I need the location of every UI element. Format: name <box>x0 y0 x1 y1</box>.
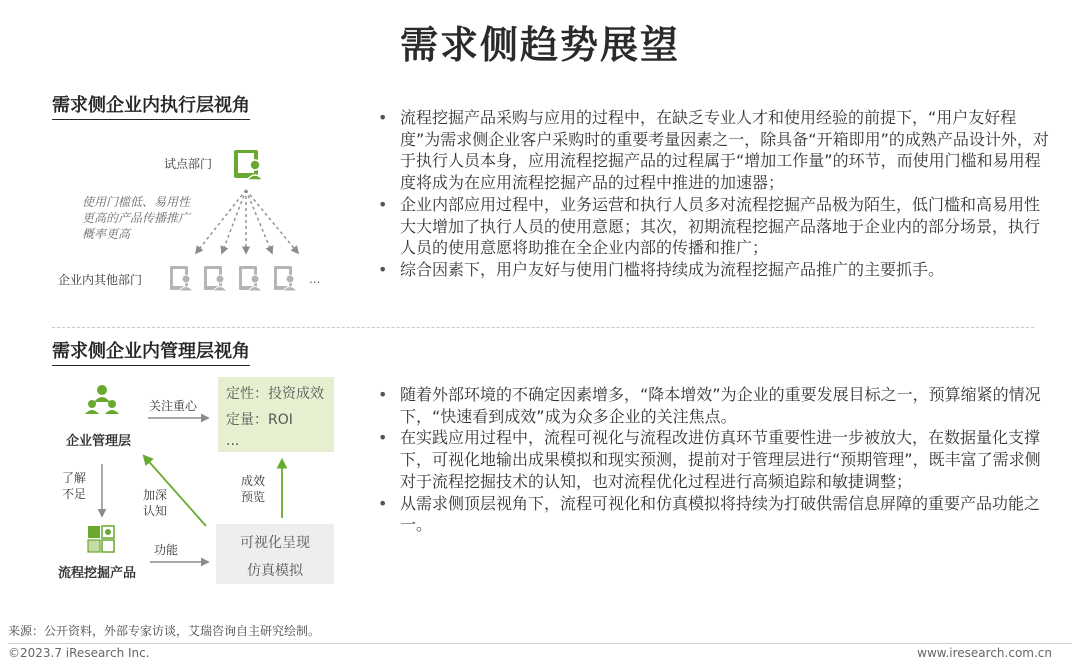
footer-divider <box>8 643 1072 644</box>
effect-preview-label: 成效 预览 <box>241 474 266 504</box>
features-box: 可视化呈现 仿真模拟 <box>216 524 334 584</box>
management-bullets <box>376 384 1052 536</box>
bullet-item: • 随着外部环境的不确定因素增多，“降本增效”为企业的重要发展目标之一，预算缩紧的情况下，“快速看到成效”成为众多企业的关注焦点。 <box>376 384 1052 427</box>
website-link[interactable]: www.iresearch.com.cn <box>917 646 1052 660</box>
product-label: 流程挖掘产品 <box>58 566 137 581</box>
process-mining-product-icon <box>88 526 114 552</box>
pilot-department-label: 试点部门 <box>164 157 213 171</box>
understand-label: 了解 不足 <box>62 471 87 501</box>
bullet-item: • 综合因素下，用户友好与使用门槛将持续成为流程挖掘产品推广的主要抓手。 <box>376 259 1052 281</box>
bullet-item: • 从需求侧顶层视角下，流程可视化和仿真模拟将持续为打破供需信息屏障的重要产品功能之一。 <box>376 493 1052 536</box>
execution-bullets <box>376 107 1052 281</box>
source-note: 来源：公开资料，外部专家访谈，艾瑞咨询自主研究绘制。 <box>8 624 321 638</box>
focus-label: 关注重心 <box>149 399 198 413</box>
section-title-management: 需求侧企业内管理层视角 <box>52 341 250 366</box>
copyright: ©2023.7 iResearch Inc. <box>8 646 150 660</box>
focus-box: 定性：投资成效 定量：ROI ... <box>218 377 334 452</box>
more-departments-ellipsis: ... <box>309 272 321 286</box>
deepen-label: 加深 认知 <box>143 488 168 518</box>
other-departments-label: 企业内其他部门 <box>58 273 143 287</box>
management-label: 企业管理层 <box>66 434 132 449</box>
management-team-icon <box>85 385 119 414</box>
management-diagram <box>0 0 370 620</box>
section-title-execution: 需求侧企业内执行层视角 <box>52 95 250 120</box>
page-title: 需求侧趋势展望 <box>399 23 680 67</box>
function-label: 功能 <box>154 543 179 557</box>
bullet-item: • 流程挖掘产品采购与应用的过程中，在缺乏专业人才和使用经验的前提下，“用户友好程度”为需求侧企业客户采购时的重要考量因素之一，除具备“开箱即用”的成熟产品设计外，对于执行人员本身，应用流程挖掘产品的过程属于“增加工作量”的环节，而使用门槛和易用程度将成为在应用流程挖掘产品的过程中推进的加速器； <box>376 107 1052 194</box>
ease-of-use-note: 使用门槛低、易用性 更高的产品传播推广 概率更高 <box>82 195 191 241</box>
bullet-item: • 在实践应用过程中，流程可视化与流程改进仿真环节重要性进一步被放大，在数据量化支撑下，可视化地输出成果模拟和现实预测，提前对于管理层进行“预期管理”，既丰富了需求侧对于流程挖掘技术的认知，也对流程优化过程进行高频追踪和敏捷调整； <box>376 427 1052 492</box>
bullet-item: • 企业内部应用过程中，业务运营和执行人员多对流程挖掘产品极为陌生，低门槛和高易用性大大增加了执行人员的使用意愿；其次，初期流程挖掘产品落地于企业内的部分场景，执行人员的使用意愿将助推在全企业内部的传播和推广； <box>376 194 1052 259</box>
